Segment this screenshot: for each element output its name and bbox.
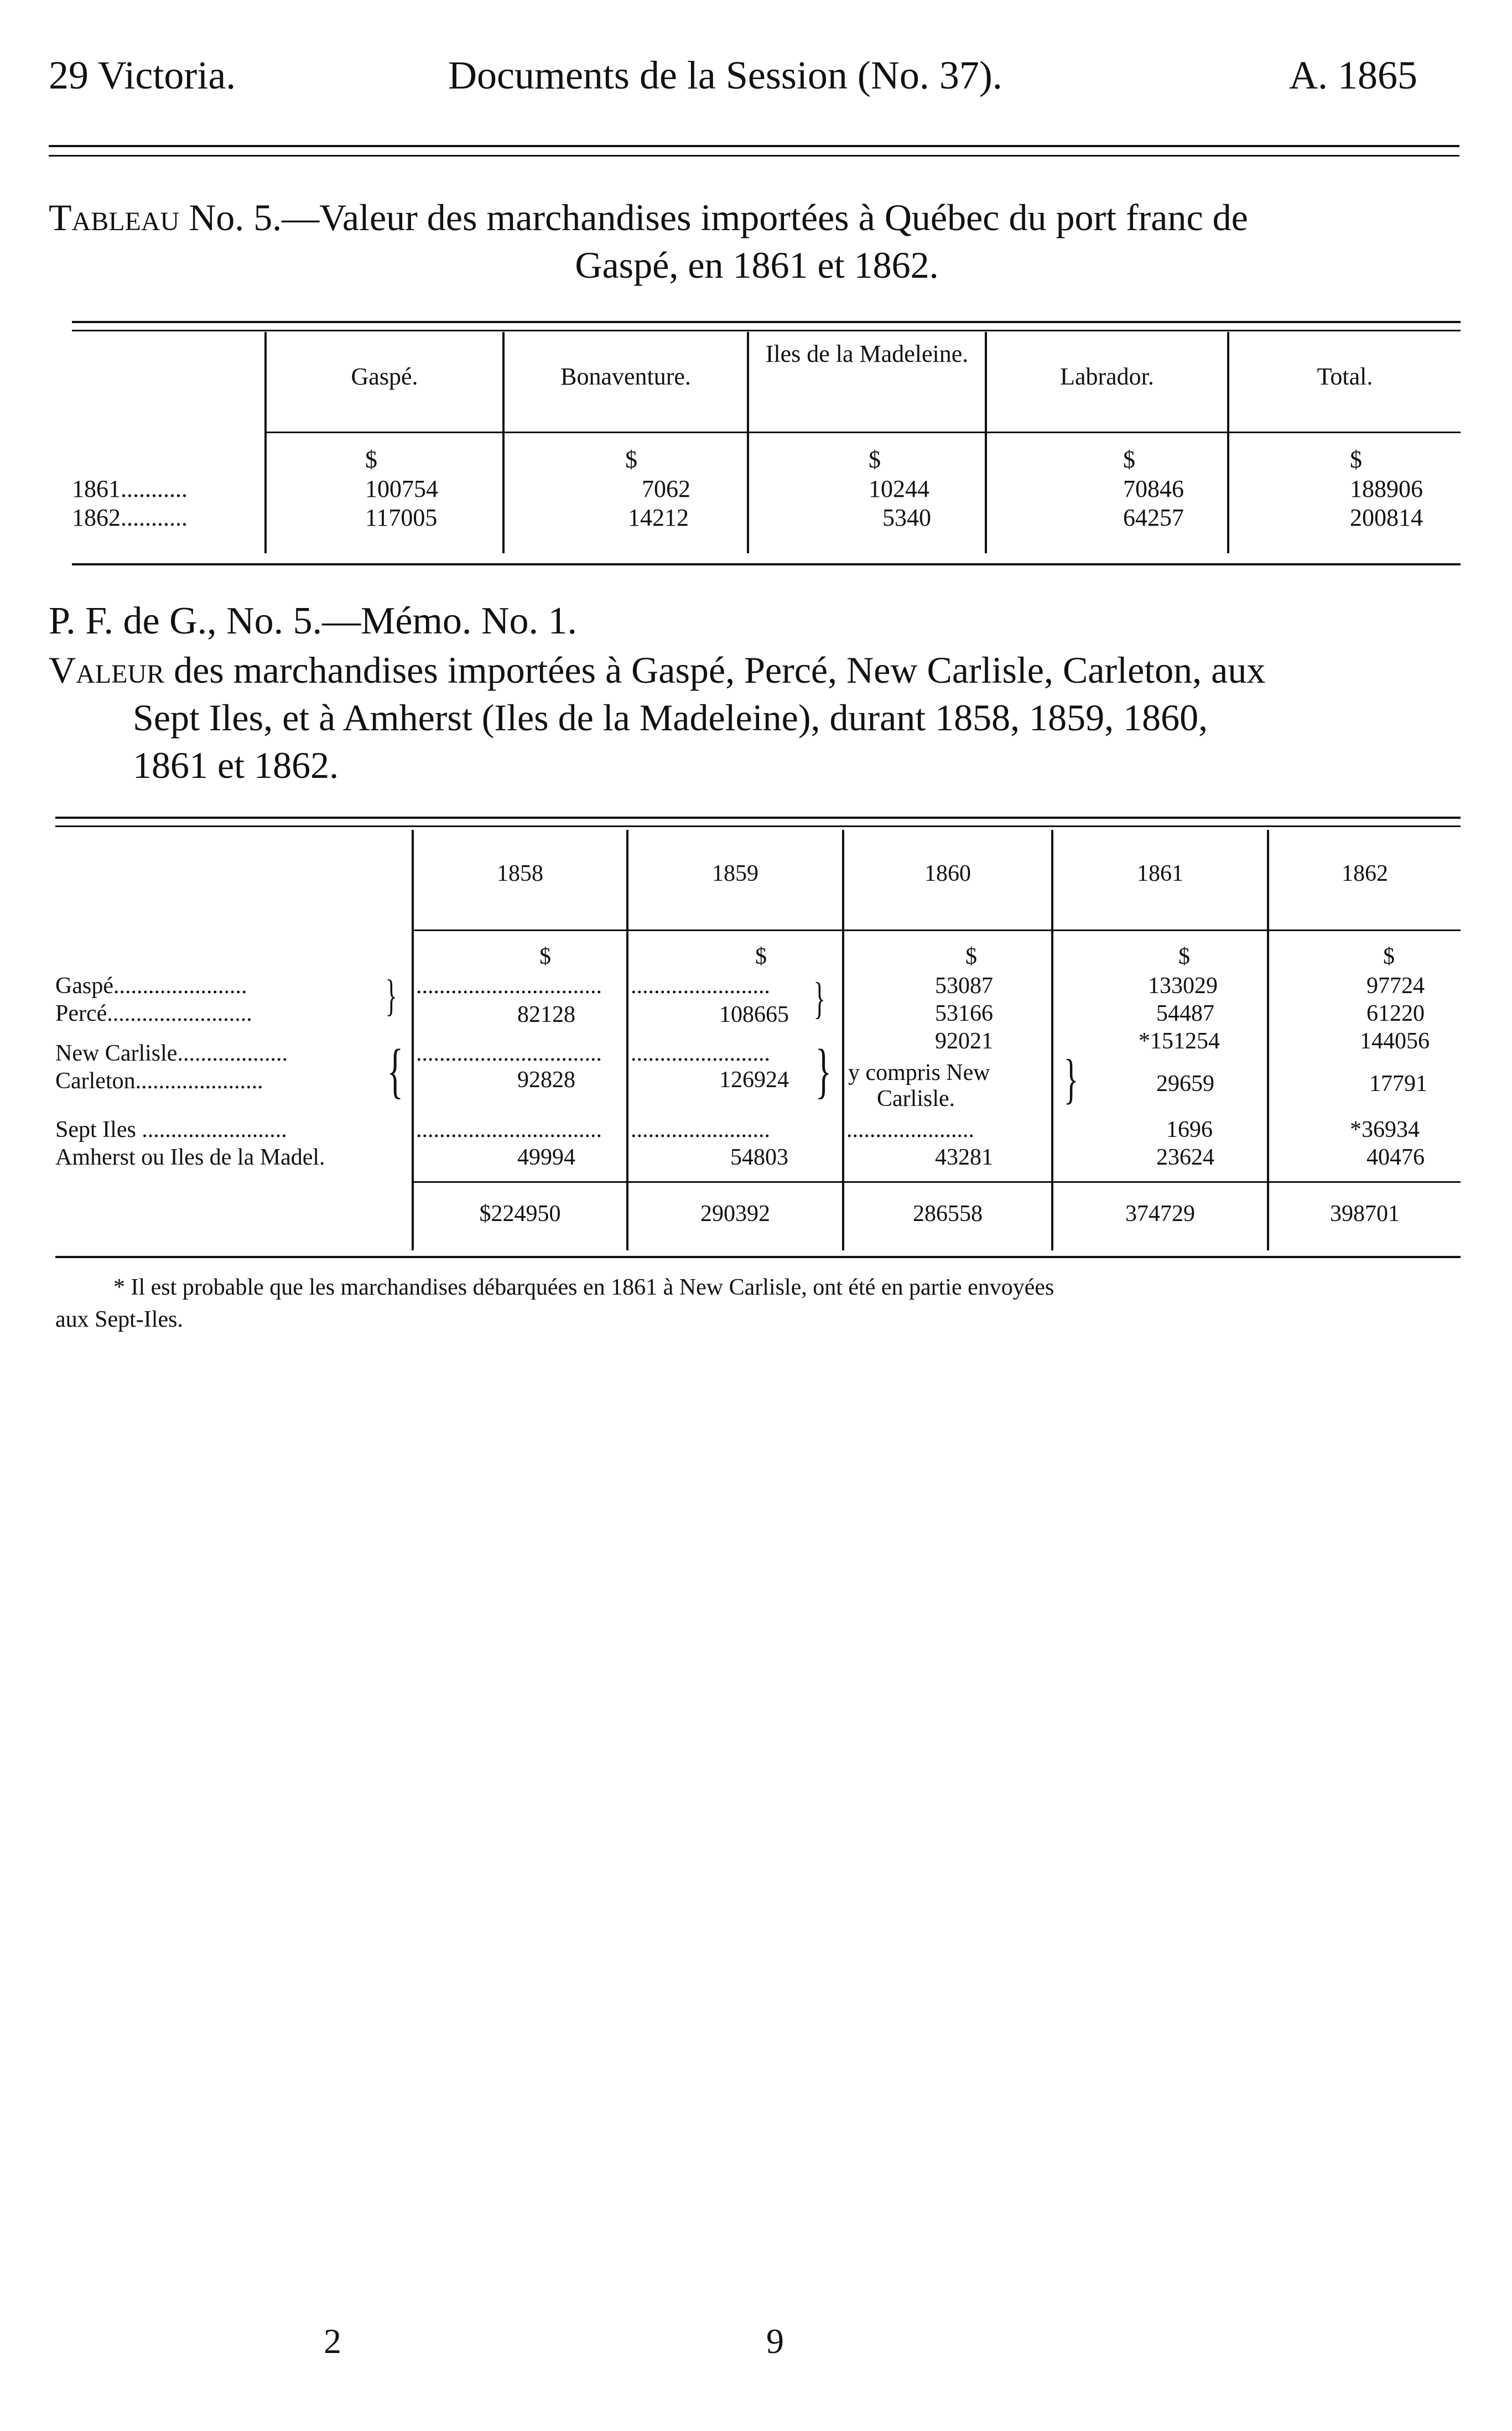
col-iles-madeleine: Iles de la Madeleine.: [765, 340, 969, 367]
tableau5-header-rule: [267, 432, 1461, 433]
cell-iles-1862: 5340: [882, 504, 931, 531]
tableau5-bottom-rule: [72, 563, 1461, 565]
year-1859: 1859: [712, 861, 758, 886]
dollar-sign: $: [755, 944, 767, 969]
dollar-sign: $: [965, 944, 977, 969]
value-1861-carleton: 29659: [1156, 1071, 1214, 1097]
row-label-1861: 1861...........: [72, 475, 188, 502]
brace-nc-carleton: {: [387, 1037, 403, 1104]
cell-iles-1861: 10244: [869, 475, 929, 502]
row-label-carleton: Carleton......................: [55, 1068, 263, 1094]
value-1861-sept-iles: 1696: [1166, 1117, 1213, 1142]
note-1860-line1: y compris New: [848, 1060, 990, 1085]
total-1861: 374729: [1125, 1201, 1195, 1227]
value-1861-perce: 54487: [1156, 1001, 1214, 1026]
value-1862-carleton: 17791: [1369, 1071, 1427, 1097]
dollar-sign: $: [1178, 944, 1190, 969]
memo-heading: P. F. de G., No. 5.—Mémo. No. 1.: [49, 600, 577, 642]
memo-title-rest: des marchandises importées à Gaspé, Percé, New Carlisle, Carleton, aux: [164, 649, 1266, 691]
row-label-perce: Percé.........................: [55, 1001, 252, 1026]
brace-1861-nc-carleton: }: [1063, 1048, 1079, 1109]
dollar-sign: $: [1350, 446, 1362, 473]
value-1858-amherst: 49994: [517, 1145, 575, 1170]
memo-vrule: [1267, 830, 1269, 1250]
dots-1858: ................................: [416, 973, 602, 999]
cell-bonaventure-1861: 7062: [642, 475, 690, 502]
tableau5-title-lead: Tableau: [49, 196, 180, 238]
value-1861-amherst: 23624: [1156, 1145, 1214, 1170]
brace-gaspe-perce: }: [385, 972, 397, 1020]
value-1858-gaspe-perce: 82128: [517, 1002, 575, 1027]
value-1862-sept-iles: *36934: [1350, 1117, 1420, 1142]
memo-vrule: [842, 830, 844, 1250]
header-rule: [49, 145, 1459, 147]
memo-vrule: [626, 830, 628, 1250]
total-1862: 398701: [1330, 1201, 1400, 1227]
value-1859-gaspe-perce: 108665: [719, 1002, 789, 1027]
memo-title-line2: Sept Iles, et à Amherst (Iles de la Madeleine), durant 1858, 1859, 1860,: [133, 697, 1208, 739]
year-1862: 1862: [1342, 861, 1388, 886]
memo-top-rule: [55, 817, 1461, 819]
value-1859-nc-carleton: 126924: [719, 1067, 789, 1093]
memo-title-line1: [49, 646, 1465, 694]
memo-title-lead: Valeur: [49, 649, 165, 691]
memo-vrule: [412, 830, 414, 1250]
row-label-sept-iles: Sept Iles .........................: [55, 1117, 287, 1142]
row-label-gaspe: Gaspé.......................: [55, 973, 247, 999]
value-1861-gaspe: 133029: [1148, 973, 1218, 999]
col-bonaventure: Bonaventure.: [560, 363, 691, 390]
dots-1859: ........................: [631, 1117, 770, 1142]
cell-labrador-1861: 70846: [1123, 475, 1184, 502]
memo-header-rule: [414, 929, 1461, 931]
memo-total-rule: [414, 1181, 1461, 1183]
tableau5-title-line2: Gaspé, en 1861 et 1862.: [575, 244, 939, 286]
row-label-new-carlisle: New Carlisle...................: [55, 1041, 288, 1066]
dots-1858: ................................: [416, 1041, 602, 1066]
dollar-sign: $: [365, 446, 377, 473]
cell-bonaventure-1862: 14212: [628, 504, 689, 531]
value-1858-nc-carleton: 92828: [517, 1067, 575, 1093]
col-total: Total.: [1317, 363, 1373, 390]
dots-1860: ......................: [846, 1117, 974, 1142]
total-1859: 290392: [700, 1201, 770, 1227]
dots-1859: ........................: [631, 973, 770, 999]
tableau5-title-rest: No. 5.—Valeur des marchandises importées à Québec du port franc de: [179, 196, 1248, 238]
dollar-sign: $: [869, 446, 881, 473]
page-number: 9: [766, 2321, 784, 2361]
dollar-sign: $: [539, 944, 551, 969]
value-1860-new-carlisle: 92021: [935, 1028, 993, 1054]
cell-gaspe-1862: 117005: [365, 504, 438, 531]
cell-labrador-1862: 64257: [1123, 504, 1184, 531]
total-1858: $224950: [479, 1201, 561, 1227]
header-right: A. 1865: [1289, 53, 1417, 97]
tableau5-top-rule: [72, 321, 1461, 323]
memo-title-line3: 1861 et 1862.: [133, 744, 339, 786]
total-1860: 286558: [913, 1201, 983, 1227]
value-1859-amherst: 54803: [730, 1145, 788, 1170]
value-1862-perce: 61220: [1366, 1001, 1425, 1026]
header-center: Documents de la Session (No. 37).: [448, 53, 1002, 97]
value-1862-gaspe: 97724: [1366, 973, 1425, 999]
memo-vrule: [1051, 830, 1053, 1250]
year-1860: 1860: [924, 861, 971, 886]
tableau5-top-rule-2: [72, 330, 1461, 331]
year-1858: 1858: [497, 861, 543, 886]
dots-1859: ........................: [631, 1041, 770, 1066]
col-labrador: Labrador.: [1060, 363, 1154, 390]
footnote-line2: aux Sept-Iles.: [55, 1307, 183, 1332]
cell-gaspe-1861: 100754: [365, 475, 438, 502]
value-1860-perce: 53166: [935, 1001, 993, 1026]
row-label-amherst: Amherst ou Iles de la Madel.: [55, 1145, 325, 1170]
value-1861-new-carlisle: *151254: [1139, 1028, 1220, 1054]
tableau5-title: [49, 194, 1465, 241]
dollar-sign: $: [1383, 944, 1395, 969]
value-1860-gaspe: 53087: [935, 973, 993, 999]
value-1860-amherst: 43281: [935, 1145, 993, 1170]
memo-bottom-rule: [55, 1256, 1461, 1258]
value-1862-new-carlisle: 144056: [1360, 1028, 1430, 1054]
year-1861: 1861: [1137, 861, 1183, 886]
dollar-sign: $: [625, 446, 637, 473]
note-1860-line2: Carlisle.: [877, 1086, 955, 1111]
dollar-sign: $: [1123, 446, 1135, 473]
memo-top-rule-2: [55, 825, 1461, 827]
signature-mark: 2: [324, 2321, 341, 2361]
col-gaspe: Gaspé.: [351, 363, 418, 390]
cell-total-1862: 200814: [1350, 504, 1423, 531]
value-1862-amherst: 40476: [1366, 1145, 1425, 1170]
header-left: 29 Victoria.: [49, 53, 236, 97]
dots-1858: ................................: [416, 1117, 602, 1142]
brace-1859-gaspe-perce: }: [813, 974, 825, 1023]
brace-1859-nc-carleton: }: [815, 1037, 832, 1104]
cell-total-1861: 188906: [1350, 475, 1423, 502]
row-label-1862: 1862...........: [72, 504, 188, 531]
header-rule-2: [49, 155, 1459, 157]
footnote-line1: * Il est probable que les marchandises débarquées en 1861 à New Carlisle, ont été en partie envoyées: [113, 1275, 1054, 1300]
